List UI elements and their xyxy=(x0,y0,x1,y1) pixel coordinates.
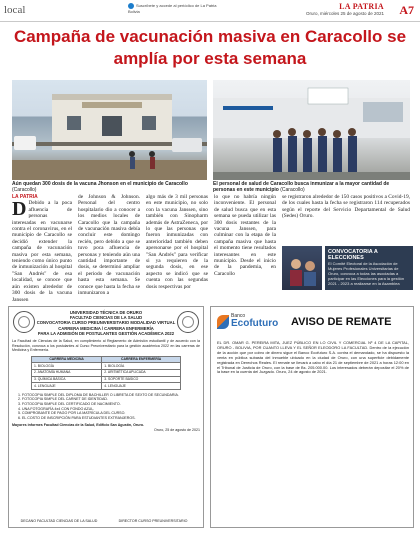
convocatoria-line: CONVOCATORIA CURSO PREUNIVERSITARIO MODALIDAD VIRTUAL xyxy=(36,320,176,326)
masthead xyxy=(306,2,384,16)
notice-footer: Mayores informes Facultad Ciencias de la Salud, Edificio San Agustín, Oruro. xyxy=(12,423,145,428)
photo-health-staff xyxy=(213,80,410,180)
university-notice xyxy=(8,306,204,528)
signature-right: DIRECTOR CURSO PREUNIVERSITARIO xyxy=(118,519,188,524)
photo-hospital xyxy=(12,80,207,180)
requirements-list xyxy=(22,393,200,421)
people-icon xyxy=(282,246,322,290)
article-column-2: de Johnson & Johnson. Personal del centro hospitalario dio a conocer a los medios locales de Caracollo que la campaña de vacunación masiva debía concluir este domingo recién, pero debido a que se tuvo poca afluencia de personas y teniendo aún una cantidad importante de dosis, se determinó ampliar el periodo de vacunación hasta esta semana. Se conoce que hasta la fecha se inmunizaron a xyxy=(78,194,140,297)
column-text-1: Debido a la poca afluencia de personas interesadas en vacunarse contra el coronavirus, en el municipio de Caracollo se decidió extender la campaña de vacunación masiva por esta semana, teniendo como único punto de inmunización al hospital "San Andrés" de esa localidad, se conoce que aún existen alrededor de 300 dosis de la vacuna Janssen xyxy=(12,200,72,302)
subscribe-banner[interactable] xyxy=(128,3,218,14)
university-name: UNIVERSIDAD TÉCNICA DE ORURO xyxy=(69,310,143,315)
paper-name: LA PATRIA xyxy=(339,2,384,11)
photo-right-caption: El personal de salud de Caracollo busca inmunizar a la mayor cantidad de personas en este municipio (Caracollo) xyxy=(213,181,390,193)
list-item: 6. EL COSTO DE INSCRIPCIÓN PARA ESTUDIANTES EXTRANJEROS. xyxy=(22,416,200,421)
photo-left-caption: Aún quedan 300 dosis de la vacuna Jhonson en el municipio de Caracollo (Caracollo) xyxy=(12,181,188,193)
careers-line: CARRERA MEDICINA / CARRERA ENFERMERÍA xyxy=(58,325,154,331)
page-number: A7 xyxy=(399,3,414,17)
kicker: LA PATRIA xyxy=(12,194,38,200)
notice-subtitle: PARA LA ADMISIÓN DE POSTULANTES GESTIÓN ACADÉMICA 2022 xyxy=(37,330,175,336)
drop-cap: D xyxy=(12,198,27,221)
list-item: 2. FOTOCOPIA SIMPLE DEL CARNET DE IDENTIDAD. xyxy=(22,397,200,402)
faculty-seal-icon xyxy=(177,311,199,333)
ecofuturo-logo xyxy=(217,313,287,333)
table-row: 4. LENGUAJE 4. LENGUAJE xyxy=(32,383,181,390)
convocatoria-title: CONVOCATORIA A ELECCIONES xyxy=(328,249,378,261)
article-column-1 xyxy=(12,194,72,302)
list-item: 3. FOTOCOPIA SIMPLE DEL CERTIFICADO DE NACIMIENTO. xyxy=(22,402,200,407)
bank-small-label: Banco xyxy=(231,313,246,319)
list-item: 1. FOTOCOPIA SIMPLE DEL DIPLOMA DE BACHILLER O LIBRETA DE SEXTO DE SECUNDARIA. xyxy=(22,393,200,398)
page-header xyxy=(0,0,420,22)
faculty-name: FACULTAD CIENCIAS DE LA SALUD xyxy=(69,315,143,321)
table-row: 2. ANATOMÍA HUMANA 2. ARITMÉTICA APLICADA xyxy=(32,369,181,376)
aviso-remate xyxy=(210,306,414,528)
bank-name: Ecofuturo xyxy=(231,318,279,329)
article-column-4: lo que no habría ningún inconveniente. El personal de salud busca que en esta semana se pueda utilizar las 300 dosis restantes de la vacuna Janssen, para culminar con la etapa de la campaña masiva que hasta el momento tiene resultados interesantes en este municipio. Desde el inicio de la pandemia, en Caracollo xyxy=(214,194,276,277)
convocatoria-body: El Comité Electoral de la Asociación de Mujeres Profesionales Universitarias de Oruro, convoca a todas las asociadas a participar en las Elecciones para la gestión 2021 - 2023 a realizarse en la Asamblea xyxy=(328,261,405,286)
list-item: 5. COMPROBANTE DE PAGO POR LA MATRÍCULA DEL CURSO. xyxy=(22,411,200,416)
subscribe-text: Suscríbete y accede al periódico de La Patria Bolivia xyxy=(128,3,217,14)
table-header: CARRERA ENFERMERÍA xyxy=(102,356,181,363)
convocatoria-photo xyxy=(282,246,322,290)
table-header: CARRERA MEDICINA xyxy=(32,356,102,363)
table-row: 3. QUÍMICA BÁSICA 3. SOPORTE BÁSICO xyxy=(32,376,181,383)
notice-date: Oruro, 25 de agosto de 2021 xyxy=(154,427,200,432)
list-item: 4. UNA FOTOGRAFÍA 4x4 CON FONDO AZUL. xyxy=(22,407,200,412)
section-label: local xyxy=(4,4,26,16)
convocatoria-date: Oruro, 21 de agosto de 2021 xyxy=(356,289,410,294)
leaf-icon xyxy=(217,315,229,329)
table-row: 1. BIOLOGÍA 1. BIOLOGÍA xyxy=(32,363,181,370)
aviso-body: EL DR. OMAR G. PEREIRA MITA, JUEZ PÚBLICO EN LO CIVIL Y COMERCIAL Nº 4 DE LA CAPITAL, ORURO - BOLIVIA, POR CUANTO LLEVA Y EL SEÑOR ELEODORO LA FACULTAD. Dentro de la ejecución de la acción que por cobro de dinero sigue el Banco Ecofuturo S.A. contra el demandado, se ha dispuesto la venta en pública subasta del inmueble ubicado en la ciudad de Oruro, con una superficie debidamente registrada en Derechos Reales. El remate se llevará a cabo el día 21 de septiembre de 2021 a horas 12:00 en el Tribunal de Justicia de Oruro, con la base de Bs. 205.000.00. Los interesados deberán depositar el 20% de la base en la cuenta del Juzgado. Oruro, 24 de agosto de 2021. xyxy=(217,340,409,375)
edition-date: Oruro, miércoles 25 de agosto de 2021 xyxy=(305,11,384,16)
university-seal-icon xyxy=(13,311,35,333)
headline: Campaña de vacunación masiva en Caracollo se amplía por esta semana xyxy=(13,27,407,68)
aviso-title: AVISO DE REMATE xyxy=(291,316,392,328)
hospital-building-photo xyxy=(12,80,207,180)
convocatoria-box xyxy=(325,246,413,294)
signature-left: DECANO FACULTAD CIENCIAS DE LA SALUD xyxy=(20,519,98,524)
article-column-3: algo más de 3 mil personas en este municipio, no solo con la vacuna Janssen, sino también con Sinopharm además de AstraZeneca, por lo que las personas que fueron inmunizadas con anterioridad también deben apersonarse por el hospital "San Andrés" para verificar si ya requieren de la segunda dosis, en ese aspecto se indicó que se cuenta con las segundas dosis respectivas por xyxy=(146,194,208,290)
article-column-5: se registraron alrededor de 150 casos positivos a Covid-19, de los cuales hasta la fecha se registraron 114 recuperados según el reporte del Servicio Departamental de Salud (Sedes) Oruro. xyxy=(282,194,410,220)
notice-intro: La Facultad de Ciencias de la Salud, en cumplimiento al Reglamento de Admisión estudiantil y de acuerdo con la Resolución, convoca a los postulantes al Curso Preuniversitario para la gestión académica 2022 en las carreras de Medicina y Enfermería. xyxy=(12,339,200,353)
health-staff-photo xyxy=(213,80,410,180)
subjects-table xyxy=(31,356,181,390)
